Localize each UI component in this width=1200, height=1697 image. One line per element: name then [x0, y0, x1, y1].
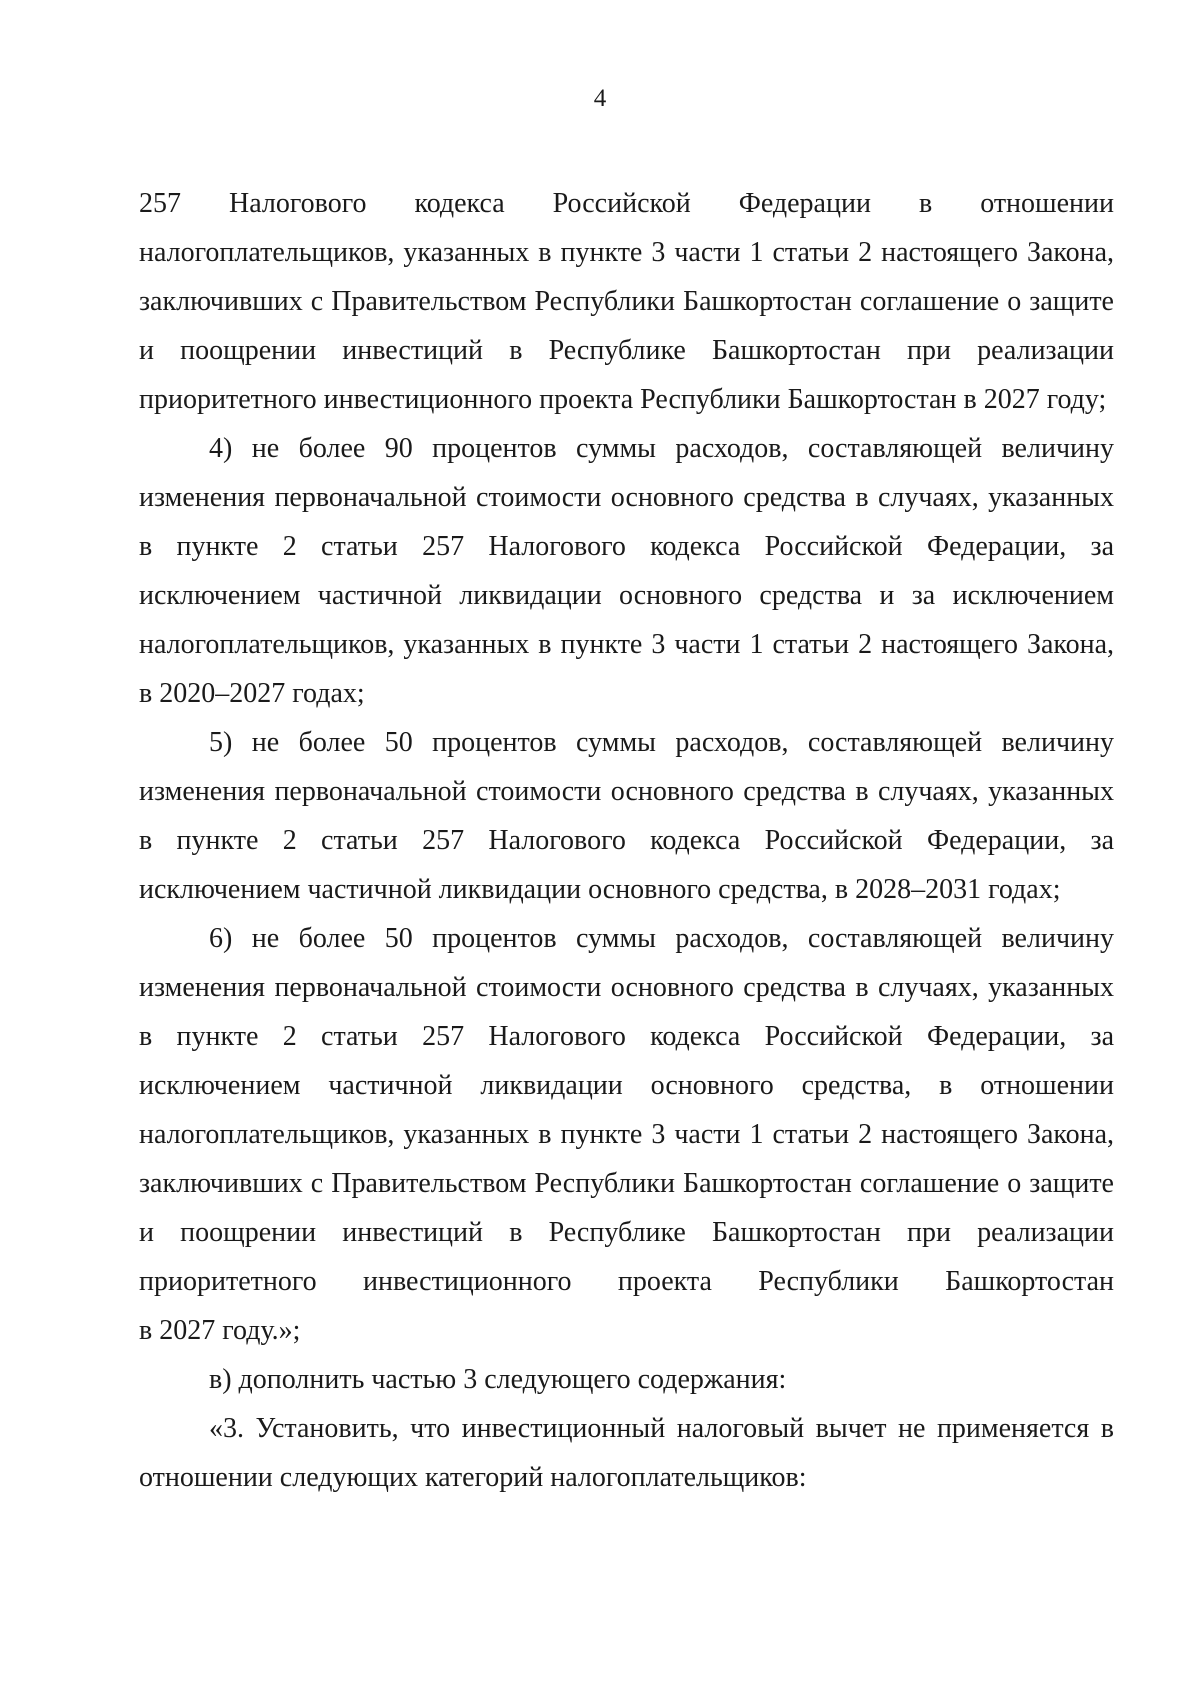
text-line: налогоплательщиков, указанных в пункте 3 части 1 статьи 2 настоящего Закона, [139, 1119, 1114, 1150]
document-body [139, 179, 1114, 1502]
text-line: 257 Налогового кодекса Российской Федерации в отношении [139, 188, 1114, 219]
text-line: изменения первоначальной стоимости основного средства в случаях, указанных [139, 482, 1114, 513]
text-line: налогоплательщиков, указанных в пункте 3 части 1 статьи 2 настоящего Закона, [139, 237, 1114, 268]
text-line: приоритетного инвестиционного проекта Республики Башкортостан в 2027 году; [139, 384, 1107, 415]
text-line: исключением частичной ликвидации основного средства, в отношении [139, 1070, 1114, 1101]
text-line: 4) не более 90 процентов суммы расходов, составляющей величину [209, 433, 1114, 464]
text-line: приоритетного инвестиционного проекта Республики Башкортостан [139, 1266, 1114, 1297]
text-line: в пункте 2 статьи 257 Налогового кодекса Российской Федерации, за [139, 531, 1114, 562]
text-line: изменения первоначальной стоимости основного средства в случаях, указанных [139, 972, 1114, 1003]
text-line: исключением частичной ликвидации основного средства, в 2028–2031 годах; [139, 874, 1061, 905]
text-line: изменения первоначальной стоимости основного средства в случаях, указанных [139, 776, 1114, 807]
text-line: налогоплательщиков, указанных в пункте 3 части 1 статьи 2 настоящего Закона, [139, 629, 1114, 660]
text-line: в) дополнить частью 3 следующего содержания: [209, 1364, 787, 1395]
text-line: в пункте 2 статьи 257 Налогового кодекса Российской Федерации, за [139, 1021, 1114, 1052]
text-line: в 2027 году.»; [139, 1315, 301, 1346]
text-line: и поощрении инвестиций в Республике Башкортостан при реализации [139, 335, 1114, 366]
page-number: 4 [593, 85, 607, 112]
text-line: 5) не более 50 процентов суммы расходов, составляющей величину [209, 727, 1114, 758]
text-line: в 2020–2027 годах; [139, 678, 365, 709]
text-line: заключивших с Правительством Республики Башкортостан соглашение о защите [139, 286, 1114, 317]
text-line: и поощрении инвестиций в Республике Башкортостан при реализации [139, 1217, 1114, 1248]
text-line: 6) не более 50 процентов суммы расходов, составляющей величину [209, 923, 1114, 954]
text-line: отношении следующих категорий налогоплательщиков: [139, 1462, 807, 1493]
text-line: в пункте 2 статьи 257 Налогового кодекса Российской Федерации, за [139, 825, 1114, 856]
text-line: исключением частичной ликвидации основного средства и за исключением [139, 580, 1114, 611]
text-line: заключивших с Правительством Республики Башкортостан соглашение о защите [139, 1168, 1114, 1199]
text-line: «3. Установить, что инвестиционный налоговый вычет не применяется в [209, 1413, 1114, 1444]
